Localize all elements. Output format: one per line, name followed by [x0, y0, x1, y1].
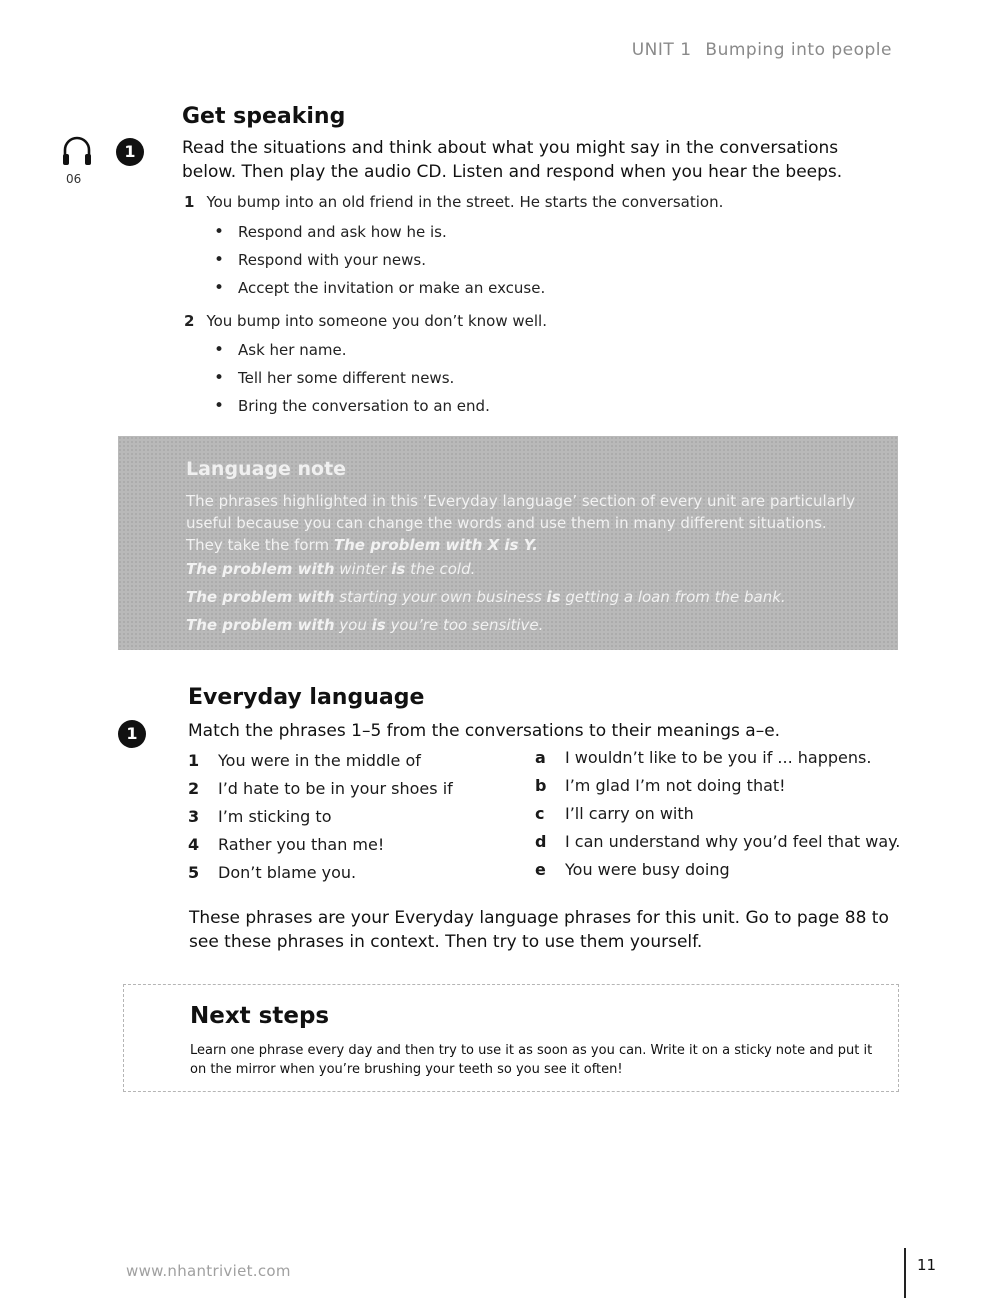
meaning-text: I’ll carry on with: [565, 804, 694, 823]
instruction-line: Read the situations and think about what you might say in the conversations: [182, 138, 839, 158]
meanings-list: [535, 744, 900, 884]
example-text: winter: [334, 560, 392, 578]
meaning-letter: d: [535, 832, 547, 851]
language-note-line-prefix: They take the form: [186, 536, 334, 554]
example-text: you’re too sensitive.: [385, 616, 544, 634]
audio-track-number: 06: [66, 172, 82, 186]
next-steps-box: [123, 984, 899, 1092]
section-title-everyday-language: Everyday language: [188, 685, 425, 710]
phrase-number: 4: [188, 835, 200, 854]
unit-title: Bumping into people: [705, 40, 892, 60]
language-note-body: [186, 490, 886, 556]
example-text: you: [334, 616, 372, 634]
bullet-item: • Respond and ask how he is.: [210, 218, 545, 246]
language-note-example: [186, 560, 475, 578]
example-text: the cold.: [405, 560, 476, 578]
unit-label: UNIT 1: [631, 40, 692, 60]
example-bold: The problem with: [186, 616, 335, 634]
exercise-number-badge: 1: [118, 720, 146, 748]
language-note-box: [118, 436, 898, 650]
meaning-letter: c: [535, 804, 545, 823]
language-note-example: [186, 616, 543, 634]
example-bold: is: [371, 616, 386, 634]
situation-text: You bump into someone you don’t know well.: [206, 312, 547, 330]
phrase-text: I’m sticking to: [218, 807, 332, 826]
page-number: 11: [917, 1256, 937, 1274]
situation-2-bullets: [210, 336, 490, 420]
phrase-row: [188, 775, 453, 803]
everyday-language-footer: [189, 906, 899, 954]
next-steps-line: on the mirror when you’re brushing your teeth so you see it often!: [190, 1062, 623, 1077]
example-text: starting your own business: [334, 588, 547, 606]
form-pattern: The problem with X is Y.: [333, 536, 538, 554]
phrase-number: 1: [188, 751, 200, 770]
language-note-example: [186, 588, 786, 606]
section-title-get-speaking: Get speaking: [182, 104, 346, 129]
bullet-item: • Tell her some different news.: [210, 364, 490, 392]
exercise-number-badge: 1: [116, 138, 144, 166]
phrase-row: [188, 859, 453, 887]
example-bold: The problem with: [186, 560, 335, 578]
next-steps-title: Next steps: [190, 1003, 330, 1029]
meaning-row: [535, 828, 900, 856]
unit-header: [632, 40, 892, 60]
phrase-text: Don’t blame you.: [218, 863, 357, 882]
example-bold: is: [391, 560, 406, 578]
bullet-item: • Respond with your news.: [210, 246, 545, 274]
bullet-item: • Ask her name.: [210, 336, 490, 364]
page-number-rule: [904, 1248, 906, 1298]
example-bold: The problem with: [186, 588, 335, 606]
meaning-row: [535, 744, 900, 772]
phrase-number: 2: [188, 779, 200, 798]
language-note-line: useful because you can change the words and use them in many different situations.: [186, 514, 827, 532]
situation-text: You bump into an old friend in the street. He starts the conversation.: [206, 193, 724, 211]
footer-line: see these phrases in context. Then try to use them yourself.: [189, 932, 703, 952]
bullet-item: • Bring the conversation to an end.: [210, 392, 490, 420]
meaning-row: [535, 800, 900, 828]
footer-line: These phrases are your Everyday language phrases for this unit. Go to page 88 to: [189, 908, 889, 928]
meaning-letter: b: [535, 776, 547, 795]
everyday-language-instruction: Match the phrases 1–5 from the conversations to their meanings a–e.: [188, 721, 781, 741]
meaning-text: I wouldn’t like to be you if ... happens.: [565, 748, 872, 767]
meaning-letter: e: [535, 860, 546, 879]
next-steps-body: [190, 1041, 890, 1079]
phrase-text: I’d hate to be in your shoes if: [218, 779, 453, 798]
situation-1-bullets: [210, 218, 545, 302]
situation-2: [184, 312, 547, 330]
meaning-text: You were busy doing: [565, 860, 730, 879]
meaning-row: [535, 856, 900, 884]
footer-url[interactable]: www.nhantriviet.com: [126, 1262, 291, 1280]
language-note-line: [186, 534, 886, 556]
example-text: getting a loan from the bank.: [560, 588, 786, 606]
meaning-text: I can understand why you’d feel that way.: [565, 832, 901, 851]
get-speaking-instructions: [182, 136, 882, 184]
phrase-row: [188, 831, 453, 859]
example-bold: is: [546, 588, 561, 606]
situation-number: 1: [184, 193, 195, 211]
language-note-title: Language note: [186, 458, 347, 480]
instruction-line: below. Then play the audio CD. Listen and respond when you hear the beeps.: [182, 162, 843, 182]
phrase-text: Rather you than me!: [218, 835, 385, 854]
bullet-item: • Accept the invitation or make an excuse.: [210, 274, 545, 302]
phrase-text: You were in the middle of: [218, 751, 421, 770]
headphones-icon: [60, 134, 94, 168]
situation-1: [184, 193, 723, 211]
phrase-row: [188, 747, 453, 775]
situation-number: 2: [184, 312, 195, 330]
phrase-number: 3: [188, 807, 200, 826]
phrase-row: [188, 803, 453, 831]
next-steps-line: Learn one phrase every day and then try to use it as soon as you can. Write it on a sticky note and put it: [190, 1043, 873, 1058]
meaning-text: I’m glad I’m not doing that!: [565, 776, 786, 795]
language-note-line: The phrases highlighted in this ‘Everyday language’ section of every unit are particularly: [186, 492, 856, 510]
phrases-list: [188, 747, 453, 887]
meaning-letter: a: [535, 748, 546, 767]
phrase-number: 5: [188, 863, 200, 882]
meaning-row: [535, 772, 900, 800]
